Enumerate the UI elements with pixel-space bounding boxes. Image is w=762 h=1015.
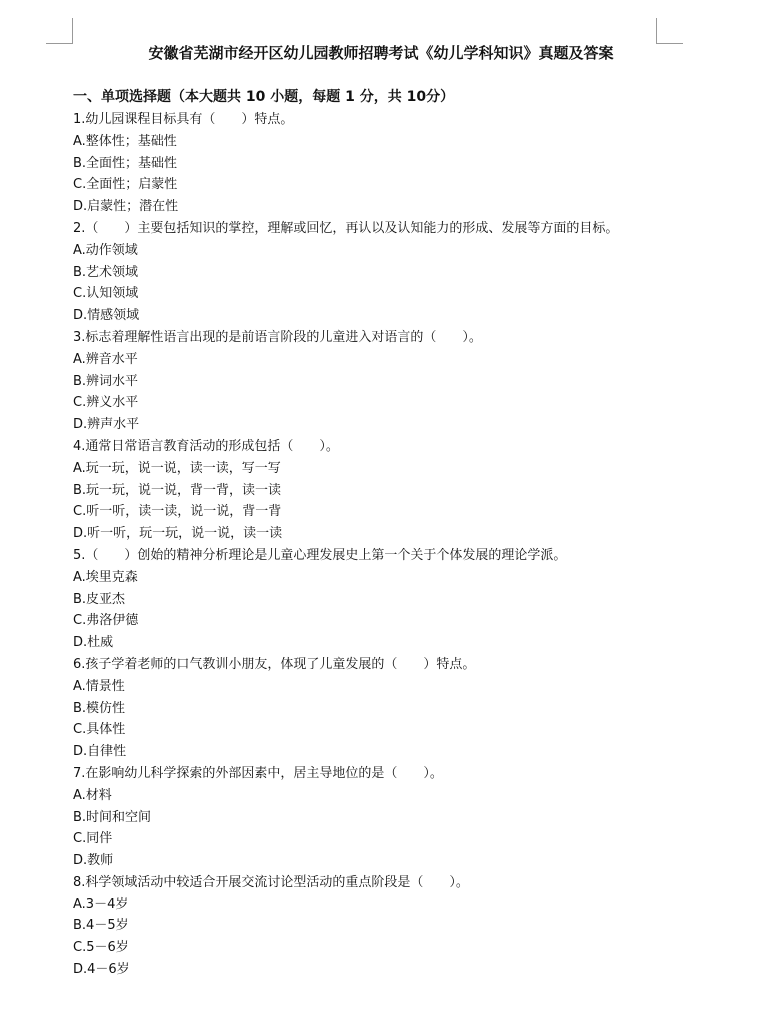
option: B.艺术领域	[73, 264, 139, 280]
option: D.4－6岁	[73, 962, 130, 978]
question-text: 5.（ ）创始的精神分析理论是儿童心理发展史上第一个关于个体发展的理论学派。	[73, 547, 567, 563]
page-corner-mark	[656, 18, 657, 44]
option: C.5－6岁	[73, 940, 129, 956]
option: C.认知领域	[73, 286, 139, 302]
question-text: 2.（ ）主要包括知识的掌控，理解或回忆，再认以及认知能力的形成、发展等方面的目标。	[73, 220, 619, 236]
question-block	[73, 218, 673, 327]
option: A.动作领域	[73, 242, 138, 258]
option: A.材料	[73, 787, 112, 803]
option: B.皮亚杰	[73, 591, 126, 607]
question-text: 3.标志着理解性语言出现的是前语言阶段的儿童进入对语言的（ ）。	[73, 329, 482, 345]
question-block	[73, 654, 673, 763]
option: A.埃里克森	[73, 569, 138, 585]
option: C.辨义水平	[73, 395, 139, 411]
option: B.玩一玩，说一说，背一背，读一读	[73, 482, 282, 498]
question-block	[73, 763, 673, 872]
question-text: 6.孩子学着老师的口气教训小朋友，体现了儿童发展的（ ）特点。	[73, 656, 476, 672]
option: A.辨音水平	[73, 351, 138, 367]
option: B.全面性；基础性	[73, 155, 178, 171]
question-text: 1.幼儿园课程目标具有（ ）特点。	[73, 112, 294, 127]
question-block	[73, 327, 673, 436]
option: D.情感领域	[73, 308, 140, 324]
option: A.3－4岁	[73, 896, 129, 912]
option: C.弗洛伊德	[73, 613, 139, 629]
page-corner-mark	[72, 18, 73, 44]
question-block	[73, 109, 673, 218]
option: D.启蒙性；潜在性	[73, 199, 179, 215]
question-block	[73, 545, 673, 654]
option: B.时间和空间	[73, 809, 152, 825]
option: A.情景性	[73, 678, 125, 694]
option: C.具体性	[73, 722, 126, 738]
option: A.整体性；基础性	[73, 133, 177, 149]
section-heading: 一、单项选择题（本大题共 10 小题，每题 1 分，共 10分）	[73, 89, 455, 105]
option: B.模仿性	[73, 700, 126, 716]
option: B.4－5岁	[73, 918, 129, 934]
question-text: 4.通常日常语言教育活动的形成包括（ ）。	[73, 438, 339, 454]
document-title: 安徽省芜湖市经开区幼儿园教师招聘考试《幼儿学科知识》真题及答案	[148, 44, 614, 62]
question-list	[73, 109, 673, 981]
option: D.辨声水平	[73, 417, 140, 433]
option: D.自律性	[73, 744, 127, 760]
question-text: 8.科学领域活动中较适合开展交流讨论型活动的重点阶段是（ ）。	[73, 874, 469, 890]
option: C.全面性；启蒙性	[73, 177, 178, 193]
option: B.辨词水平	[73, 373, 139, 389]
question-text: 7.在影响幼儿科学探索的外部因素中，居主导地位的是（ ）。	[73, 765, 443, 781]
option: C.听一听，读一读，说一说，背一背	[73, 504, 282, 520]
option: C.同伴	[73, 831, 113, 847]
option: D.教师	[73, 853, 114, 869]
question-block	[73, 872, 673, 981]
option: D.杜威	[73, 635, 114, 651]
option: A.玩一玩，说一说，读一读，写一写	[73, 460, 281, 476]
question-block	[73, 436, 673, 545]
option: D.听一听，玩一玩，说一说，读一读	[73, 526, 283, 542]
